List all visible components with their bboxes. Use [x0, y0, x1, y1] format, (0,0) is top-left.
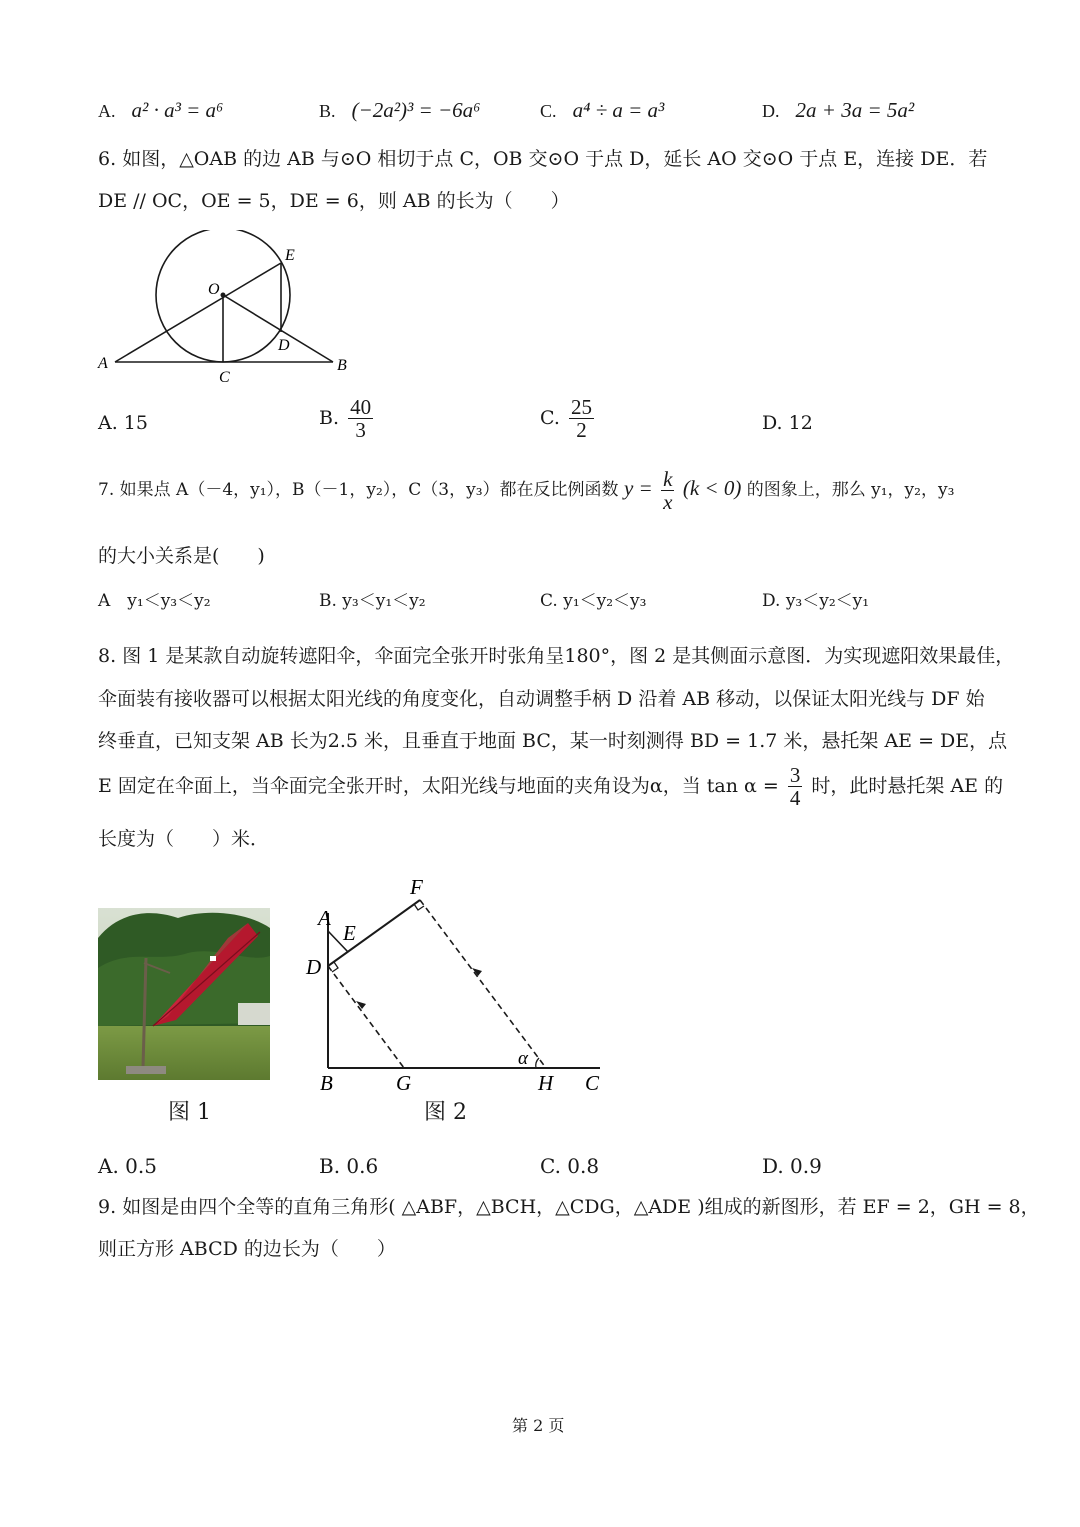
- q6-line2: DE // OC，OE = 5，DE = 6，则 AB 的长为（ ）: [98, 190, 570, 212]
- q8-label-h: H: [538, 1071, 554, 1095]
- q8-label-f: F: [410, 875, 423, 899]
- q7-option-d: D. y₃＜y₂＜y₁: [762, 591, 870, 611]
- q8-label-alpha: α: [518, 1048, 528, 1069]
- q8-option-c: C. 0.8: [540, 1154, 600, 1178]
- q8-fig1-caption: 图 1: [168, 1100, 211, 1125]
- q8-sunray-fh: [420, 900, 546, 1068]
- q6-option-b: [319, 396, 376, 441]
- q5-option-d: [762, 98, 914, 123]
- q5-option-c: [540, 98, 664, 123]
- q8-number: 8.: [98, 645, 117, 667]
- q8-umbrella-photo: [98, 908, 270, 1080]
- q8-text-line4-pre: E 固定在伞面上，当伞面完全张开时，太阳光线与地面的夹角设为α，当 tan α =: [98, 775, 779, 798]
- q8-line3: 终垂直，已知支架 AB 长为2.5 米，且垂直于地面 BC，某一时刻测得 BD = 1.7 米，悬托架 AE = DE，点: [98, 730, 1008, 752]
- q8-option-a: A. 0.5: [98, 1154, 157, 1178]
- q5-option-b: [319, 98, 480, 123]
- q8-arrow-dg: [356, 1001, 366, 1009]
- q6-option-b-label: B.: [319, 407, 340, 430]
- q5-option-d-label: D.: [762, 101, 780, 121]
- q8-line2: 伞面装有接收器可以根据太阳光线的角度变化，自动调整手柄 D 沿着 AB 移动，以保证太阳光线与 DF 始: [98, 688, 985, 710]
- q7-func-denominator: x: [663, 490, 673, 515]
- q7-option-b: B. y₃＜y₁＜y₂: [319, 591, 426, 611]
- q5-option-b-label: B.: [319, 101, 336, 121]
- q8-canopy-df: [328, 900, 420, 966]
- q8-label-d: D: [306, 955, 322, 979]
- q8-right-angle-f: [414, 904, 424, 910]
- q6-circle-tangent-figure: [95, 230, 365, 390]
- q5-option-d-expr: 2a + 3a = 5a²: [795, 98, 915, 122]
- q8-fig2-caption: 图 2: [424, 1100, 467, 1125]
- q8-tan-fraction: [788, 764, 803, 809]
- q7-number: 7.: [98, 480, 115, 501]
- q6-option-b-denominator: 3: [355, 418, 366, 443]
- q6-segment-ae: [115, 263, 281, 362]
- q6-option-a: A. 15: [98, 412, 148, 434]
- q6-number: 6.: [98, 148, 117, 170]
- page-number: 第 2 页: [512, 1416, 565, 1435]
- q8-angle-alpha-arc: [536, 1058, 539, 1068]
- q6-line1: [98, 148, 987, 171]
- q7-func-condition: (k < 0): [682, 476, 742, 501]
- q5-option-a-expr: a² · a³ = a⁶: [131, 98, 224, 122]
- q8-side-view-figure: [300, 868, 610, 1098]
- q8-tan-denominator: 4: [789, 786, 801, 811]
- q8-text-line4-post: 时，此时悬托架 AE 的: [811, 775, 1004, 798]
- q5-option-a-label: A.: [98, 101, 116, 121]
- q7-text-post: 的图象上，那么 y₁，y₂，y₃: [746, 480, 955, 501]
- q7-func-numerator: k: [663, 467, 673, 491]
- q6-text-line1: 如图，△OAB 的边 AB 与⊙O 相切于点 C，OB 交⊙O 于点 D，延长 AO 交⊙O 于点 E，连接 DE．若: [122, 148, 988, 170]
- q8-label-e: E: [343, 921, 356, 945]
- q6-option-d: D. 12: [762, 412, 813, 434]
- q9-line1: [98, 1196, 1040, 1219]
- q6-option-b-numerator: 40: [350, 395, 372, 419]
- q6-label-d: D: [278, 337, 290, 354]
- q6-label-e: E: [285, 247, 295, 264]
- q8-label-b: B: [320, 1071, 333, 1095]
- q6-center-point: [221, 293, 226, 298]
- q6-label-o: O: [208, 281, 220, 298]
- q6-option-c: [540, 396, 597, 441]
- q7-option-c: C. y₁＜y₂＜y₃: [540, 591, 647, 611]
- q7-line2: 的大小关系是( ): [98, 545, 265, 567]
- q9-line2: 则正方形 ABCD 的边长为（ ）: [98, 1238, 396, 1260]
- q5-option-c-label: C.: [540, 101, 557, 121]
- q8-label-a: A: [318, 906, 331, 930]
- q6-option-c-denominator: 2: [576, 418, 587, 443]
- q9-text-line1: 如图是由四个全等的直角三角形( △ABF，△BCH，△CDG，△ADE )组成的新图形，若 EF = 2，GH = 8，: [122, 1196, 1040, 1218]
- q6-label-b: B: [337, 357, 347, 374]
- q8-option-d: D. 0.9: [762, 1154, 822, 1178]
- q8-tan-numerator: 3: [789, 763, 801, 787]
- q8-line5: 长度为（ ）米．: [98, 828, 270, 850]
- q7-func-fraction: [661, 468, 674, 513]
- q8-option-b: B. 0.6: [319, 1154, 379, 1178]
- q8-line1: [98, 645, 1014, 668]
- q6-label-c: C: [219, 369, 230, 386]
- q5-option-c-expr: a⁴ ÷ a = a³: [572, 98, 665, 122]
- q7-func-lhs: y =: [623, 476, 653, 501]
- q6-option-c-numerator: 25: [570, 395, 592, 419]
- q8-text-line1: 图 1 是某款自动旋转遮阳伞，伞面完全张开时张角呈180°，图 2 是其侧面示意图．为实现遮阳效果最佳，: [122, 645, 1015, 667]
- q6-option-c-label: C.: [540, 407, 560, 430]
- q6-option-c-fraction: [569, 396, 594, 441]
- q6-option-b-fraction: [348, 396, 373, 441]
- q7-line1: [98, 468, 954, 513]
- q8-sunray-dg: [328, 966, 404, 1068]
- q7-option-a: A y₁＜y₃＜y₂: [98, 591, 211, 611]
- q8-line4: [98, 764, 1003, 809]
- q5-option-b-expr: (−2a²)³ = −6a⁶: [351, 98, 481, 122]
- q6-label-a: A: [98, 355, 108, 372]
- q7-text-pre: 如果点 A（－4，y₁），B（－1，y₂），C（3，y₃）都在反比例函数: [119, 480, 619, 501]
- q5-option-a: [98, 98, 223, 123]
- q9-number: 9.: [98, 1196, 117, 1218]
- q8-label-c: C: [585, 1071, 600, 1095]
- q8-label-g: G: [396, 1071, 412, 1095]
